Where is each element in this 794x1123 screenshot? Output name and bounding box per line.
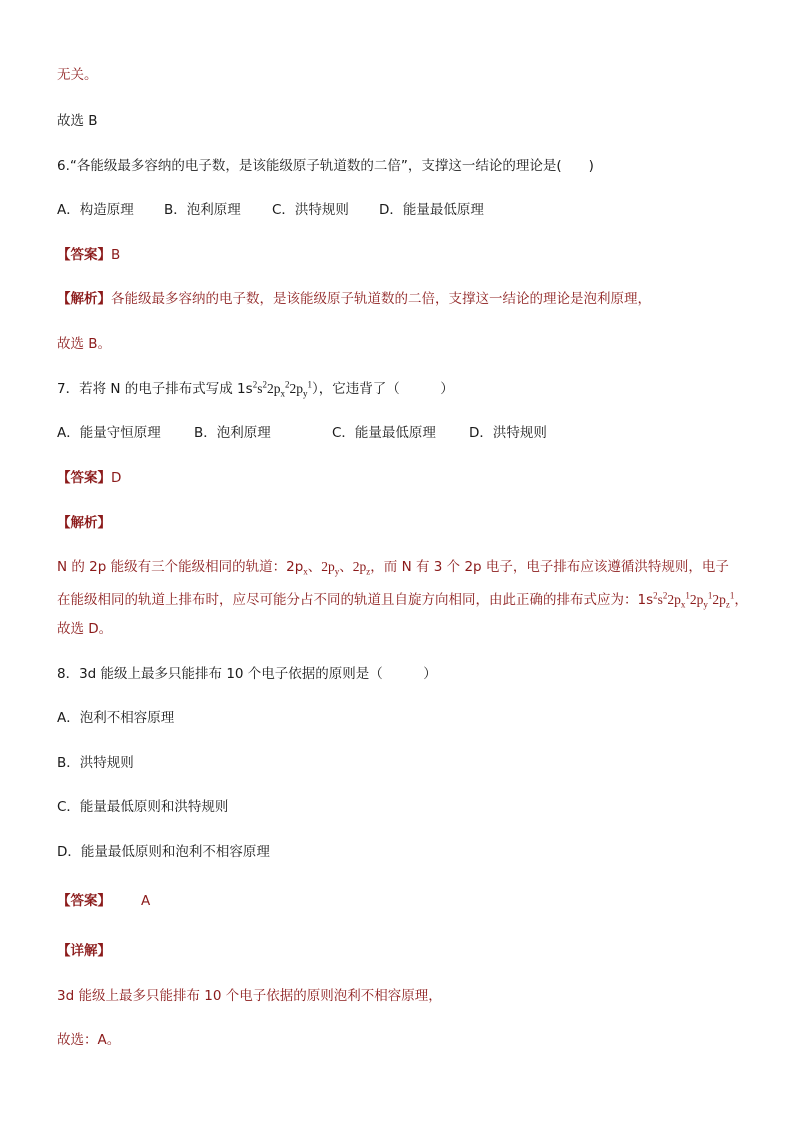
q8-conclusion: 故选：A。 (57, 1032, 121, 1048)
q7-option-a: A．能量守恒原理 (57, 425, 161, 441)
q7-analysis-line2-pre: 在能级相同的轨道上排布时，应尽可能分占不同的轨道且自旋方向相同，由此正确的排布式应为：1s (57, 592, 654, 608)
q8-answer-tag: 【答案】 (57, 893, 111, 909)
q8-answer-value: A (141, 893, 151, 909)
q7-formula: $^2s^22p_x^22p_y^1$ (252, 379, 312, 399)
prev-conclusion: 故选 B (57, 113, 98, 129)
q8-option-c: C．能量最低原则和洪特规则 (57, 799, 229, 815)
q8-option-b: B．洪特规则 (57, 755, 134, 771)
q8-detail-tag: 【详解】 (57, 943, 111, 959)
q8-answer (57, 892, 150, 910)
q7-analysis-line2: 在能级相同的轨道上排布时，应尽可能分占不同的轨道且自旋方向相同，由此正确的排布式应为：$1s^2s^22p_x^12p_y^12p_z^1$， (57, 590, 748, 610)
q7-conclusion: 故选 D。 (57, 621, 113, 637)
prev-tail: 无关。 (57, 67, 98, 83)
q7-option-b: B．泡利原理 (194, 425, 271, 441)
q7-option-c: C．能量最低原理 (332, 425, 436, 441)
q7-stem (57, 380, 454, 398)
q6-answer (57, 246, 120, 264)
q7-options (57, 424, 547, 442)
q8-detail: 3d 能级上最多只能排布 10 个电子依据的原则泡利不相容原理， (57, 988, 442, 1004)
q6-analysis-text: 各能级最多容纳的电子数，是该能级原子轨道数的二倍，支撑这一结论的理论是泡利原理， (111, 291, 651, 307)
q6-answer-tag: 【答案】 (57, 247, 111, 263)
q8-option-a: A．泡利不相容原理 (57, 710, 175, 726)
q6-stem: 6.“各能级最多容纳的电子数，是该能级原子轨道数的二倍”，支撑这一结论的理论是( ) (57, 158, 594, 174)
q7-stem-post: ），它违背了（ ） (311, 381, 454, 397)
q7-analysis-tag: 【解析】 (57, 515, 111, 531)
q7-analysis-line1-pre: N 的 2p 能级有三个能级相同的轨道：2p (57, 559, 304, 575)
q7-analysis-line1 (57, 558, 729, 576)
q7-analysis-line1-post: ，而 N 有 3 个 2p 电子，电子排布应该遵循洪特规则，电子 (370, 559, 729, 575)
q7-answer (57, 469, 121, 487)
q6-options (57, 201, 484, 219)
q6-answer-value: B (111, 247, 121, 263)
q6-analysis-tag: 【解析】 (57, 291, 111, 307)
q7-answer-value: D (111, 470, 122, 486)
q7-stem-pre: 7．若将 N 的电子排布式写成 1s (57, 381, 253, 397)
q8-option-d: D．能量最低原则和泡利不相容原理 (57, 844, 270, 860)
q6-option-a: A．构造原理 (57, 202, 134, 218)
q6-option-d: D．能量最低原理 (379, 202, 484, 218)
q8-stem: 8．3d 能级上最多只能排布 10 个电子依据的原则是（ ） (57, 666, 437, 682)
q7-option-d: D．洪特规则 (469, 425, 547, 441)
q6-conclusion: 故选 B。 (57, 336, 112, 352)
q7-answer-tag: 【答案】 (57, 470, 111, 486)
q7-correct-formula: $^2s^22p_x^12p_y^12p_z^1$ (653, 590, 735, 610)
q6-option-b: B．泡利原理 (164, 202, 241, 218)
q6-option-c: C．洪特规则 (272, 202, 349, 218)
q7-analysis-orbitals: $_x$、$2p_y$、$2p_z$ (303, 559, 371, 577)
q6-analysis (57, 290, 651, 308)
